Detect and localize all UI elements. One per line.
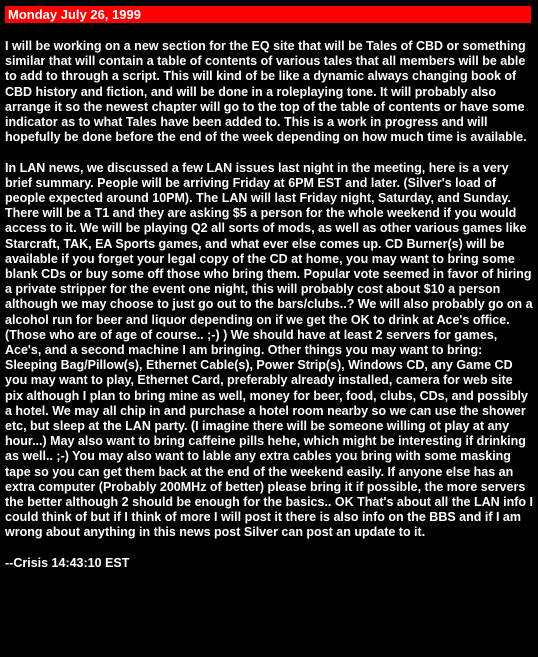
post-paragraph-tales: I will be working on a new section for the EQ site that will be Tales of CBD or something similar that will contain a table of contents of various tales that all members will be able to add to through a script. This will kind of be like a dynamic always changing book of CBD history and fiction, and will be done in a roleplaying tone. It will probably also arrange it so the newest chapter will go to the top of the table of contents or have some indicator as to what Tales have been added to. This is a work in progress and will hopefully be done before the end of the week depending on how much time is available.	[5, 39, 527, 145]
post-paragraph-lan-news: In LAN news, we discussed a few LAN issues last night in the meeting, here is a very brief summary. People will be arriving Friday at 6PM EST and later. (Silver's load of people expected around 10PM). The LAN will last Friday night, Saturday, and Sunday. There will be a T1 and they are asking $5 a person for the whole weekend if you would access to it. We will be playing Q2 all sorts of mods, as well as other various games like Starcraft, TAK, EA Sports games, and what ever else comes up. CD Burner(s) will be available if you forget your legal copy of the CD at home, you may want to bring some blank CDs or buy some off those who bring them. Popular vote seemed in favor of hiring a private stripper for the event one night, this will probably cost about $10 a person although we may choose to just go out to the bars/clubs..? We will also probably go on a alcohol run for beer and liquor depending on if we get the OK to drink at Ace's office. (Those who are of age of course.. ;-) ) We should have at least 2 servers for games, Ace's, and a second machine I am bringing. Other things you may want to bring: Sleeping Bag/Pillow(s), Ethernet Cable(s), Power Strip(s), Windows CD, any Game CD you may want to play, Ethernet Card, preferably already installed, camera for web site pix although I plan to bring mine as well, money for beer, food, clubs, CDs, and possibly a hotel. We may all chip in and purchase a hotel room nearby so we can use the shower etc, but sleep at the LAN party. (I imagine there will be someone willing ot play at any hour...) May also want to bring caffeine pills hehe, which might be interesting if drinking as well.. ;-) You may also want to lable any extra cables you bring with some masking tape so you can get them back at the end of the weekend easily. If anyone else has an extra computer (Probably 200MHz of better) please bring it if possible, the more servers the better although 2 should be enough for the basics.. OK That's about all the LAN info I could think of but if I think of more I will post it there is also info on the BBS and if I am wrong about anything in this news post Silver can post an update to it.	[5, 160, 533, 540]
post-body	[5, 39, 533, 586]
post-signature: --Crisis 14:43:10 EST	[5, 555, 130, 570]
post-date-header: Monday July 26, 1999	[5, 6, 531, 23]
